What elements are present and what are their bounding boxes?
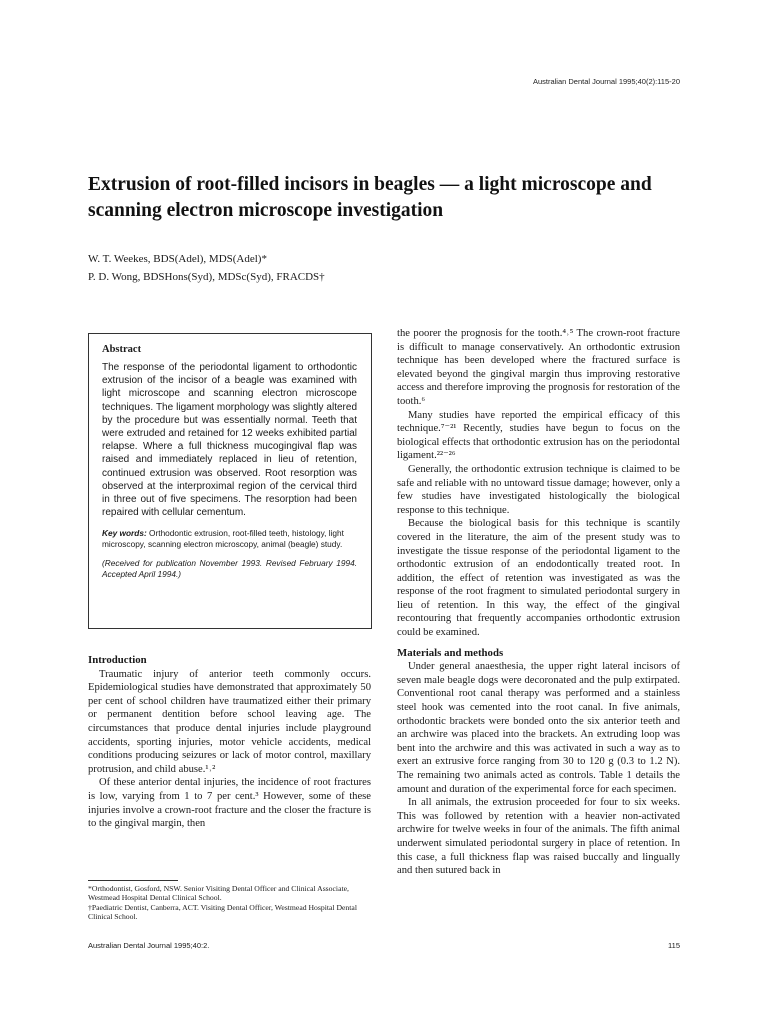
keywords [102, 528, 357, 549]
article-title: Extrusion of root-filled incisors in beagles — a light microscope and scanning electron microscope investigation [88, 174, 652, 221]
footnote-author-1: *Orthodontist, Gosford, NSW. Senior Visiting Dental Officer and Clinical Associate, Westmead Hospital Dental Clinical School. [88, 884, 349, 903]
introduction-paragraph: Traumatic injury of anterior teeth commonly occurs. Epidemiological studies have demonstrated that approximately 50 per cent of school children have traumatized either their primary or permanent dentition before school leaving age. The circumstances that produce dental injuries include playground accidents, sporting injuries, motor vehicle accidents, medical conditions producing seizures or lack of motor control, maxillary protrusion, and child abuse.¹˒² [88, 668, 371, 775]
author-list [88, 250, 325, 286]
introduction-paragraph: Of these anterior dental injuries, the incidence of root fractures is low, varying from 1 to 7 per cent.³ However, some of these injuries involve a crown-root fracture and the closer the fracture is to the gingival margin, then [88, 777, 371, 830]
body-paragraph: the poorer the prognosis for the tooth.⁴˒⁵ The crown-root fracture is difficult to manage conservatively. An orthodontic extrusion technique has been developed where the fractured surface is elevated beyond the gingival margin thus improving restorative access and therefore improving the prognosis for restoration of the tooth.⁶ [397, 328, 680, 407]
footnotes [88, 884, 371, 922]
keywords-text: Orthodontic extrusion, root-filled teeth, histology, light microscopy, scanning electron microscopy, animal (beagle) study. [102, 528, 344, 549]
journal-citation-header: Australian Dental Journal 1995;40(2):115-20 [532, 77, 680, 86]
author-1: W. T. Weekes, BDS(Adel), MDS(Adel)* [88, 253, 267, 265]
abstract-text: The response of the periodontal ligament to orthodontic extrusion of the incisor of a beagle was examined with light microscope and scanning electron microscope techniques. The ligament morphology was slightly altered by the procedure but was essentially normal. Teeth that were extruded and retained for 12 weeks exhibited partial relapse. Where a full thickness mucogingival flap was raised and immediately replaced in lieu of retention, continued extrusion was observed. Root resorption was observed at the interproximal region of the cervical third in three out of five specimens. The resorption had been repaired with cellular cementum. [102, 362, 357, 519]
abstract-heading: Abstract [102, 344, 142, 355]
methods-paragraph: In all animals, the extrusion proceeded for four to six weeks. This was followed by retention with a heavier non-activated archwire for twelve weeks in four of the animals. The fifth animal underwent simulated periodontal surgery in place of retention. In this case, a full thickness flap was raised buccally and lingually and then sutured back in [397, 797, 680, 877]
methods-paragraph: Under general anaesthesia, the upper right lateral incisors of seven male beagle dogs were decoronated and the pulp extirpated. Conventional root canal therapy was performed and a stainless steel hook was cemented into the root canal. In five animals, orthodontic brackets were bonded onto the six anterior teeth and an archwire was placed into the brackets. An extruding loop was bent into the archwire and this was activated in such a way as to exert an extrusive force ranging from 30 to 120 g (0.3 to 1.2 N). The remaining two animals acted as controls. Table 1 details the amount and duration of the experimental force for each specimen. [397, 661, 680, 795]
body-paragraph: Many studies have reported the empirical efficacy of this technique.⁷⁻²¹ Recently, studies have begun to focus on the biological effects that orthodontic extrusion has on the periodontal ligament.²²⁻²⁶ [397, 409, 680, 462]
keywords-label: Key words: [102, 528, 147, 539]
methods-heading: Materials and methods [397, 646, 504, 659]
left-column-body [88, 654, 371, 831]
received-dates: (Received for publication November 1993. Revised February 1994. Accepted April 1994.) [102, 558, 357, 579]
page-number: 115 [668, 941, 680, 950]
right-column-body [397, 327, 680, 878]
footer-journal: Australian Dental Journal 1995;40:2. [88, 941, 210, 950]
author-2: P. D. Wong, BDSHons(Syd), MDSc(Syd), FRACDS† [88, 271, 325, 283]
footnote-divider [88, 880, 178, 881]
body-paragraph: Generally, the orthodontic extrusion technique is claimed to be safe and reliable with no untoward tissue damage; however, only a few studies have investigated histologically the biological response to this technique. [397, 463, 680, 516]
introduction-heading: Introduction [88, 654, 147, 666]
body-paragraph: Because the biological basis for this technique is scantily covered in the literature, the aim of the present study was to investigate the tissue response of the periodontal ligament to the orthodontic extrusion of an endodontically treated root. In addition, the effect of retention was investigated as was the response of the root fragment to simulated periodontal surgery in lieu of retention. In this way, the effect of the gingival recontouring that frequently accompanies orthodontic extrusion could be examined. [397, 518, 680, 639]
abstract-box [88, 333, 372, 629]
footnote-author-2: †Paediatric Dentist, Canberra, ACT. Visiting Dental Officer, Westmead Hospital Dental Clinical School. [88, 902, 357, 922]
